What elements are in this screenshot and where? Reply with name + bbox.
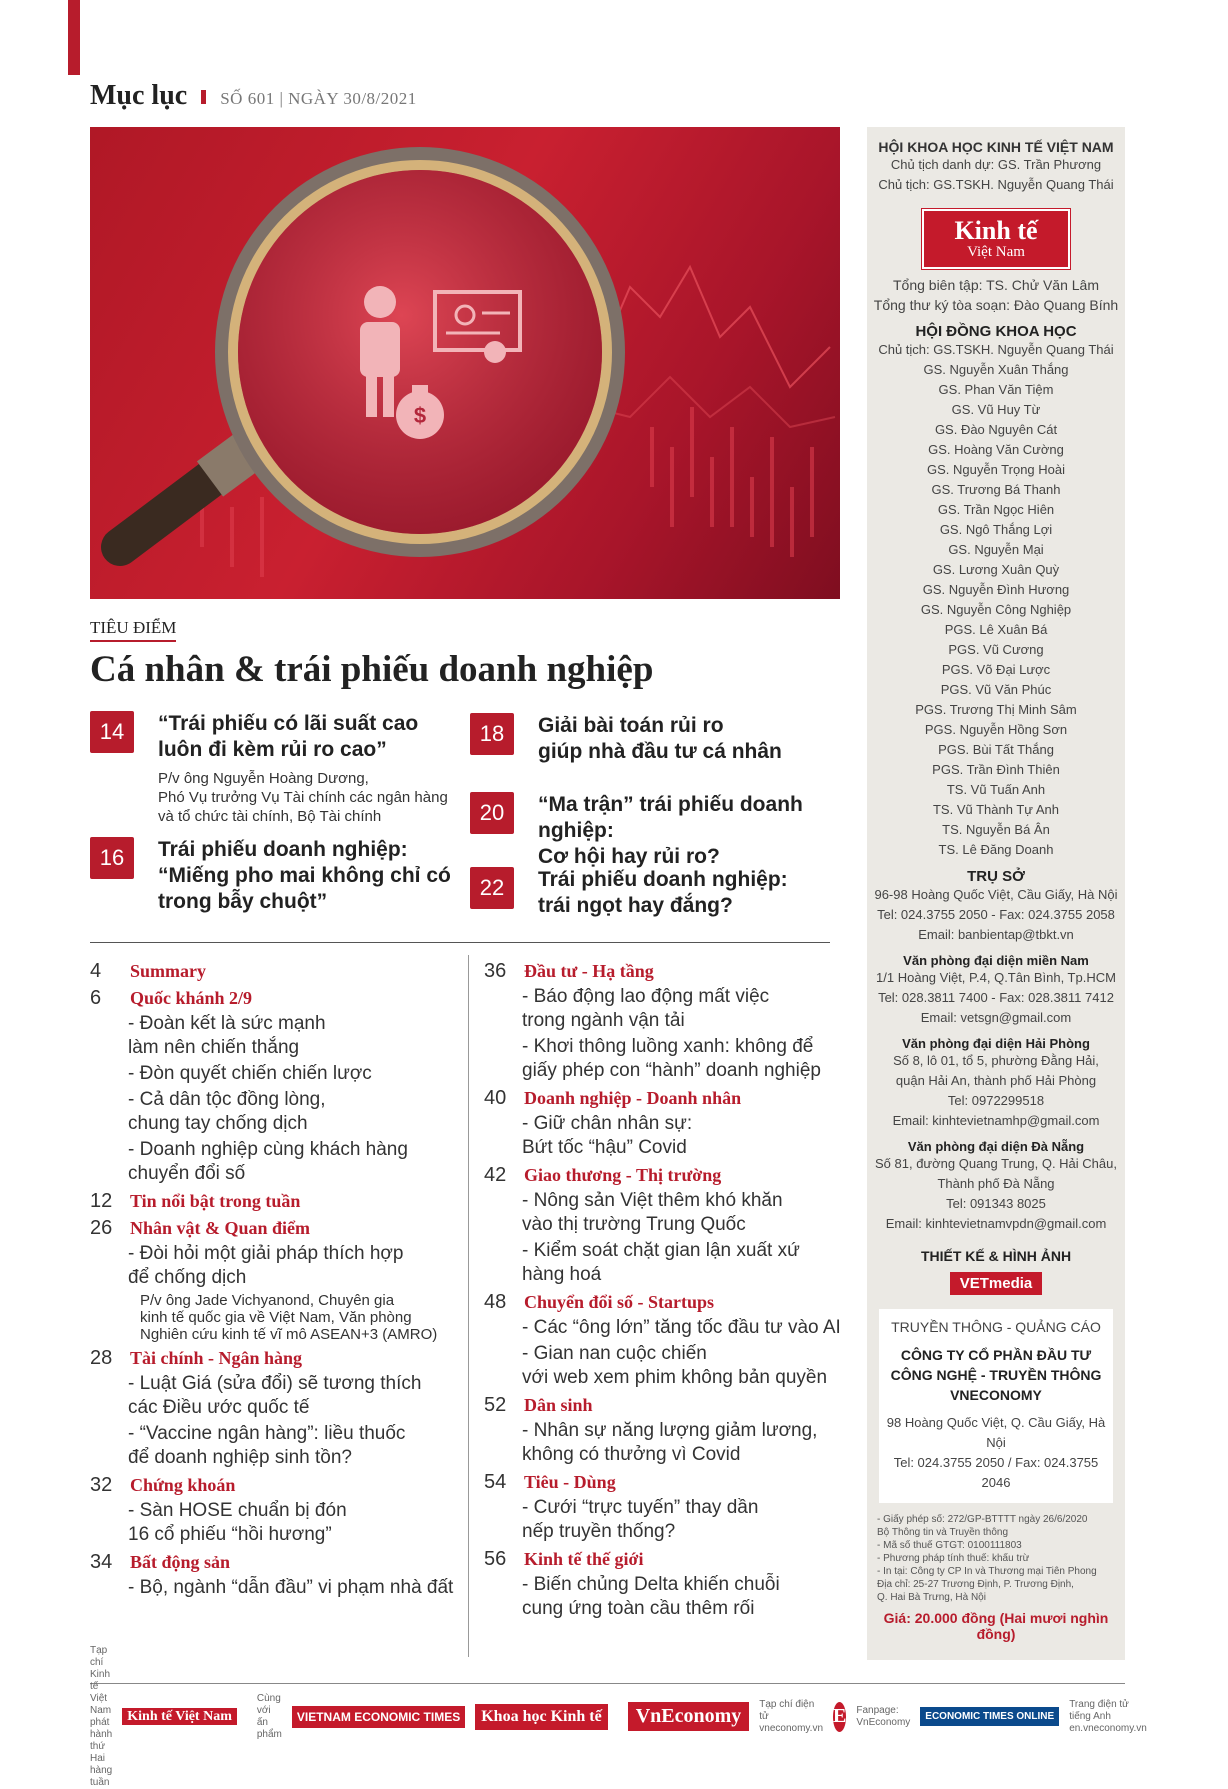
feature-page-number: 22 [470,867,514,909]
toc-section-name: Tin nổi bật trong tuần [130,1191,301,1211]
toc-section-name: Doanh nghiệp - Doanh nhân [524,1088,742,1108]
footer-text: Fanpage: VnEconomy [856,1704,911,1728]
feature-title: “Ma trận” trái phiếu doanh nghiệp: Cơ hội hay rủi ro? [538,793,803,868]
south-office-heading: Văn phòng đại diện miền Nam [903,953,1089,968]
toc-left-column [90,956,470,1600]
feature-title: “Trái phiếu có lãi suất cao luôn đi kèm rủi ro cao” [158,712,419,761]
focus-headline: Cá nhân & trái phiếu doanh nghiệp [90,649,654,690]
feature-page-number: 20 [470,792,514,834]
page-header [90,80,417,112]
toc-page: 48 [484,1291,507,1313]
toc-section[interactable] [90,987,470,1010]
toc-page: 32 [90,1474,113,1496]
footer-text: Tạp chí Kinh tế Việt Nam phát hành thứ Hai hàng tuần [90,1644,113,1788]
south-office-address: 1/1 Hoàng Việt, P.4, Q.Tân Bình, Tp.HCM Tel: 028.3811 7400 - Fax: 028.3811 7412 Email: vetsgn@gmail.com [876,970,1116,1025]
toc-item[interactable]: - Doanh nghiệp cùng khách hàng chuyển đổi số [128,1139,408,1184]
ad-address: 98 Hoàng Quốc Việt, Q. Cầu Giấy, Hà Nội Tel: 024.3755 2050 / Fax: 024.3755 2046 [886,1415,1106,1490]
toc-section-name: Chuyển đổi số - Startups [524,1292,715,1312]
vneconomy-logo[interactable]: VnEconomy [628,1702,750,1731]
cover-illustration [90,127,840,599]
haiphong-office-heading: Văn phòng đại diện Hải Phòng [902,1036,1090,1051]
issue-info: SỐ 601 | NGÀY 30/8/2021 [220,89,417,108]
toc-section[interactable] [484,1291,864,1314]
toc-item[interactable]: - Đoàn kết là sức mạnh làm nên chiến thắng [128,1013,326,1058]
publications-footer [90,1644,1147,1788]
danang-office-heading: Văn phòng đại diện Đà Nẵng [907,1139,1085,1154]
kinh-te-viet-nam-footer-logo[interactable]: Kinh tế Việt Nam [122,1708,237,1725]
toc-item[interactable]: - Biến chủng Delta khiến chuỗi cung ứng toàn cầu thêm rối [522,1574,780,1619]
toc-page: 28 [90,1347,113,1369]
khoa-hoc-kinh-te-logo[interactable]: Khoa học Kinh tế [475,1704,607,1730]
toc-section-name: Kinh tế thế giới [524,1549,644,1569]
toc-item[interactable]: - Giữ chân nhân sự: Bứt tốc “hậu” Covid [522,1113,693,1158]
feature-page-number: 14 [90,711,134,753]
toc-item[interactable]: - Đòn quyết chiến chiến lược [128,1063,372,1084]
toc-item[interactable]: - Cả dân tộc đồng lòng, chung tay chống dịch [128,1089,326,1134]
toc-section[interactable] [484,1164,864,1187]
toc-item[interactable]: - Nông sản Việt thêm khó khăn vào thị trường Trung Quốc [522,1190,783,1235]
economic-times-online-logo[interactable]: ECONOMIC TIMES ONLINE [920,1707,1059,1726]
toc-page: 42 [484,1164,507,1186]
toc-section-name: Tiêu - Dùng [524,1472,616,1492]
toc-item[interactable]: - Các “ông lớn” tăng tốc đầu tư vào AI [522,1317,841,1338]
toc-page: 12 [90,1190,113,1212]
section-tag: TIÊU ĐIỂM [90,618,176,642]
editor-in-chief: Tổng biên tập: TS. Chử Văn Lâm [892,277,1099,293]
magnifier-investor-illustration [90,127,840,599]
toc-section-name: Đầu tư - Hạ tầng [524,961,654,981]
fanpage-e-icon[interactable]: E [833,1702,846,1732]
danang-office-address: Số 81, đường Quang Trung, Q. Hải Châu, Thành phố Đà Nẵng Tel: 091343 8025 Email: kinhtevietnamvpdn@gmail.com [875,1156,1117,1231]
toc-section[interactable] [484,960,864,983]
feature-item[interactable] [470,792,840,868]
footer-text: Trang điện tử tiếng Anh en.vneconomy.vn [1069,1698,1147,1734]
feature-item[interactable] [470,713,840,773]
svg-text:$: $ [413,403,427,428]
council-members: Chủ tịch: GS.TSKH. Nguyễn Quang Thái GS. Nguyễn Xuân Thắng GS. Phan Văn Tiệm GS. Vũ Huy Từ GS. Đào Nguyên Cát GS. Hoàng Văn Cường GS. Nguyễn Trọng Hoài GS. Trương Bá Thanh GS. Trần Ngọc Hiên GS. Ngô Thắng Lợi GS. Nguyễn Mại GS. Lương Xuân Quỳ GS. Nguyễn Đình Hương GS. Nguyễn Công Nghiệp PGS. Lê Xuân Bá PGS. Vũ Cương PGS. Võ Đại Lược PGS. Vũ Văn Phúc PGS. Trương Thị Minh Sâm PGS. Nguyễn Hồng Sơn PGS. Bùi Tất Thắng PGS. Trần Đình Thiên TS. Vũ Tuấn Anh TS. Vũ Thành Tự Anh TS. Nguyễn Bá Ân TS. Lê Đăng Doanh [878,342,1114,857]
feature-item[interactable] [470,867,840,927]
feature-page-number: 18 [470,713,514,755]
header-separator [201,90,206,104]
toc-page: 4 [90,960,102,982]
ad-company: CÔNG TY CỔ PHẦN ĐẦU TƯ CÔNG NGHỆ - TRUYỀN THÔNG VNECONOMY [890,1347,1102,1403]
kinh-te-viet-nam-logo: Kinh tế Việt Nam [922,209,1070,269]
vetmedia-logo: VETmedia [950,1272,1043,1295]
toc-page: 54 [484,1471,507,1493]
toc-section[interactable] [484,1394,864,1417]
toc-section[interactable] [90,960,470,983]
toc-page: 26 [90,1217,113,1239]
feature-title: Giải bài toán rủi ro giúp nhà đầu tư cá nhân [538,714,782,763]
feature-title: Trái phiếu doanh nghiệp: “Miếng pho mai không chỉ có trong bẫy chuột” [158,838,451,913]
toc-section-name: Nhân vật & Quan điểm [130,1218,311,1238]
design-heading: THIẾT KẾ & HÌNH ẢNH [920,1248,1072,1264]
toc-item[interactable]: - Luật Giá (sửa đổi) sẽ tương thích các Điều ước quốc tế [128,1373,422,1418]
toc-item[interactable]: - Nhân sự năng lượng giảm lương, không có thưởng vì Covid [522,1420,818,1465]
advertising-box [879,1309,1113,1503]
toc-item[interactable]: - Báo động lao động mất việc trong ngành vận tải [522,986,770,1031]
toc-section[interactable] [90,1551,470,1574]
toc-page: 36 [484,960,507,982]
hq-address: 96-98 Hoàng Quốc Việt, Cầu Giấy, Hà Nội Tel: 024.3755 2050 - Fax: 024.3755 2058 Email: banbientap@tbkt.vn [874,887,1118,942]
toc-section[interactable] [90,1190,470,1213]
toc-section[interactable] [484,1548,864,1571]
toc-section-name: Chứng khoán [130,1475,236,1495]
section-divider [90,942,830,943]
toc-section-name: Summary [130,961,206,981]
page-title: Mục lục [90,80,188,111]
footer-text: Tạp chí điện tử vneconomy.vn [759,1698,824,1734]
toc-section[interactable] [90,1474,470,1497]
toc-section-name: Bất động sản [130,1552,231,1572]
toc-item[interactable]: - Khơi thông luồng xanh: không để giấy phép con “hành” doanh nghiệp [522,1036,821,1081]
toc-item[interactable]: - Đòi hỏi một giải pháp thích hợp để chống dịch [128,1243,404,1288]
hq-heading: TRỤ SỞ [967,868,1025,885]
haiphong-office-address: Số 8, lô 01, tổ 5, phường Đằng Hải, quận Hải An, thành phố Hải Phòng Tel: 0972299518 Email: kinhtevietnamhp@gmail.com [892,1053,1100,1128]
toc-section[interactable] [484,1087,864,1110]
feature-item[interactable] [90,711,460,825]
toc-page: 56 [484,1548,507,1570]
chairman: Chủ tịch: GS.TSKH. Nguyễn Quang Thái [878,177,1114,192]
toc-section[interactable] [484,1471,864,1494]
toc-item[interactable]: - Bộ, ngành “dẫn đầu” vi phạm nhà đất [128,1577,454,1598]
ad-heading: TRUYỀN THÔNG - QUẢNG CÁO [891,1319,1101,1335]
feature-page-number: 16 [90,837,134,879]
toc-item[interactable]: - Kiểm soát chặt gian lận xuất xứ hàng hoá [522,1240,800,1285]
toc-item[interactable]: - “Vaccine ngân hàng”: liều thuốc để doanh nghiệp sinh tồn? [128,1423,406,1468]
toc-section-name: Tài chính - Ngân hàng [130,1348,303,1368]
toc-item-note: P/v ông Jade Vichyanond, Chuyên gia kinh tế quốc gia về Việt Nam, Văn phòng Nghiên cứu kinh tế vĩ mô ASEAN+3 (AMRO) [140,1292,438,1343]
toc-section-name: Giao thương - Thị trường [524,1165,722,1185]
economic-times-logo[interactable]: VIETNAM ECONOMIC TIMES [292,1706,465,1728]
top-accent-bar [68,0,80,75]
toc-section-name: Quốc khánh 2/9 [130,988,253,1008]
footer-text: Cùng với ấn phẩm [256,1692,282,1740]
toc-right-column [484,956,864,1621]
honorary-chair: Chủ tịch danh dự: GS. Trần Phương [890,157,1102,172]
toc-section-name: Dân sinh [524,1395,593,1415]
secretary: Tổng thư ký tòa soạn: Đào Quang Bính [873,297,1119,313]
toc-page: 40 [484,1087,507,1109]
toc-section[interactable] [90,1347,470,1370]
feature-item[interactable] [90,837,460,917]
toc-page: 34 [90,1551,113,1573]
publisher-org: HỘI KHOA HỌC KINH TẾ VIỆT NAM [878,139,1114,155]
toc-page: 6 [90,987,102,1009]
masthead-sidebar [867,127,1125,1660]
council-heading: HỘI ĐỒNG KHOA HỌC [915,323,1077,340]
price: Giá: 20.000 đồng (Hai mươi nghìn đồng) [883,1610,1109,1642]
toc-section[interactable] [90,1217,470,1240]
toc-item[interactable]: - Cưới “trực tuyến” thay dần nếp truyền thống? [522,1497,759,1542]
feature-title: Trái phiếu doanh nghiệp: trái ngọt hay đắng? [538,868,788,917]
toc-item[interactable]: - Gian nan cuộc chiến với web xem phim không bản quyền [522,1343,828,1388]
toc-item[interactable]: - Sàn HOSE chuẩn bị đón 16 cổ phiếu “hồi hương” [128,1500,347,1545]
legal-info: - Giấy phép số: 272/GP-BTTTT ngày 26/6/2020 Bộ Thông tin và Truyền thông - Mã số thuế GTGT: 0100111803 - Phương pháp tính thuế: khấu trừ - In tại: Công ty CP In và Thương mại Tiên Phong Địa chỉ: 25-27 Trương Định, P. Trương Định, Q. Hai Bà Trưng, Hà Nội [877,1514,1097,1603]
toc-page: 52 [484,1394,507,1416]
feature-subtitle: P/v ông Nguyễn Hoàng Dương, Phó Vụ trưởng Vụ Tài chính các ngân hàng và tổ chức tài chính, Bộ Tài chính [158,770,448,825]
